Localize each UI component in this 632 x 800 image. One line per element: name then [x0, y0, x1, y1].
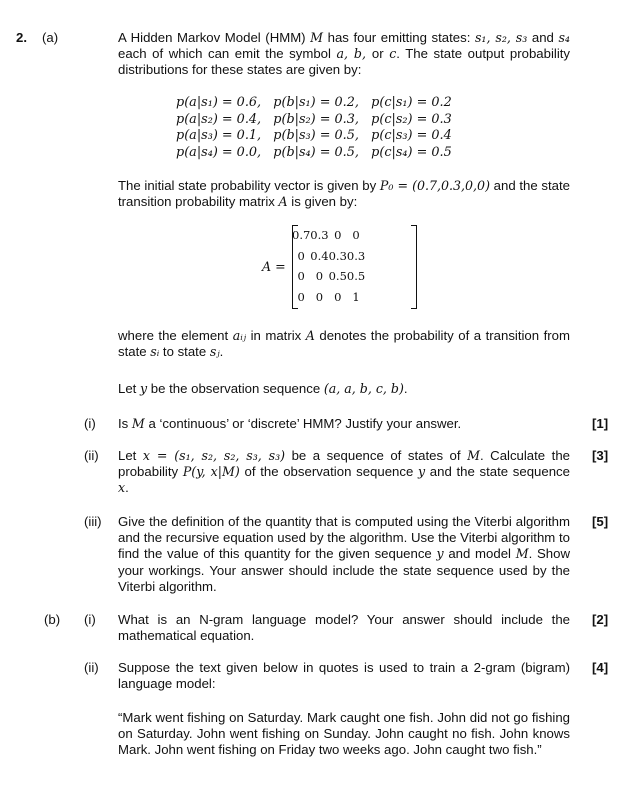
initial-text: is given by: — [287, 194, 358, 210]
question-iii-text — [118, 514, 570, 595]
where-text: to state — [159, 344, 210, 360]
question-text: Let — [118, 448, 143, 463]
state-symbols: s₁, s₂, s₃ — [474, 30, 528, 45]
model-symbol: M — [515, 546, 529, 562]
matrix-row — [292, 246, 365, 267]
question-i-text — [118, 416, 570, 432]
question-text: of the observation sequence — [239, 464, 418, 480]
observation-sequence: (a, a, b, c, b) — [323, 381, 404, 396]
where-text: where the element — [118, 328, 233, 343]
state-sequence: x = (s₁, s₂, s₂, s₃, s₃) — [142, 448, 286, 463]
output-probability-row: p(a|s₄) = 0.0, p(b|s₄) = 0.5, p(c|s₄) = 0.5 — [176, 144, 452, 160]
model-symbol: M — [310, 30, 324, 45]
matrix-cell: 0 — [334, 228, 342, 243]
output-probability-row: p(a|s₁) = 0.6, p(b|s₁) = 0.2, p(c|s₁) = 0.2 — [176, 95, 452, 110]
matrix-symbol: A — [278, 194, 288, 210]
question-text: a ‘continuous’ or ‘discrete’ HMM? Justify your answer. — [144, 416, 462, 431]
question-b-ii-text: Suppose the text given below in quotes is used to train a 2-gram (bigram) language model: — [118, 660, 570, 692]
output-probability-row: p(a|s₂) = 0.4, p(b|s₂) = 0.3, p(c|s₂) = 0.3 — [176, 111, 452, 127]
question-text: be a sequence of states of — [285, 448, 468, 463]
observation-symbol: y — [417, 464, 426, 480]
observation-symbol: y — [140, 381, 148, 396]
question-text: and model — [443, 546, 516, 562]
intro-text: each of which can emit the symbol — [118, 46, 337, 62]
matrix-definition-paragraph — [118, 328, 570, 360]
matrix-cell: 0.3 — [346, 248, 366, 263]
part-b-label: (b) — [44, 612, 61, 627]
subpart-label: (i) — [84, 416, 96, 431]
matrix-cell: 0 — [315, 289, 324, 304]
state-symbol: sᵢ — [150, 344, 160, 360]
let-text: Let — [118, 381, 140, 396]
question-number: 2. — [16, 30, 27, 45]
marks-badge: [5] — [592, 514, 609, 529]
marks-badge: [1] — [592, 416, 609, 431]
matrix-label: A = — [262, 259, 286, 274]
observation-symbol: y — [436, 546, 444, 562]
subpart-label: (i) — [84, 612, 96, 627]
state-symbol: sⱼ — [209, 344, 220, 360]
subpart-label: (iii) — [84, 514, 102, 529]
intro-text: and — [527, 30, 559, 45]
intro-text: has four emitting states: — [323, 30, 475, 45]
matrix-cell: 0.5 — [328, 269, 347, 284]
probability-expression: P(y, x|M) — [182, 464, 240, 480]
let-text: . — [403, 381, 408, 396]
question-ii-text — [118, 448, 570, 497]
matrix-cell: 0.5 — [346, 269, 366, 284]
part-a-label: (a) — [42, 30, 59, 45]
marks-badge: [3] — [592, 448, 609, 463]
state-sequence-symbol: x — [118, 480, 126, 496]
question-text: . Calculate the probability — [118, 448, 570, 480]
intro-text: A Hidden Markov Model (HMM) — [118, 30, 311, 45]
matrix-cell: 0 — [334, 289, 342, 304]
matrix-cell: 0 — [352, 228, 360, 243]
where-text: . — [219, 344, 224, 360]
where-text: in matrix — [246, 328, 306, 343]
matrix-table — [292, 225, 365, 307]
intro-text: or — [371, 46, 390, 62]
output-probability-row: p(a|s₃) = 0.1, p(b|s₃) = 0.5, p(c|s₃) = 0.4 — [176, 128, 452, 143]
question-b-i-text: What is an N-gram language model? Your answer should include the mathematical equation. — [118, 612, 570, 644]
subpart-label: (ii) — [84, 660, 99, 675]
model-symbol: M — [131, 416, 145, 431]
matrix-cell: 0.4 — [310, 248, 329, 263]
marks-badge: [2] — [592, 612, 609, 627]
intro-paragraph — [118, 30, 570, 79]
question-text: and the state sequence — [425, 464, 570, 480]
matrix-cell: 0 — [297, 248, 305, 263]
emission-symbols: a, b, — [336, 46, 372, 62]
observation-paragraph — [118, 381, 570, 397]
where-text: denotes the probability of a transition from state — [118, 328, 570, 360]
matrix-row — [292, 287, 365, 308]
matrix-cell: 0 — [315, 269, 324, 284]
initial-vector: P₀ = (0.7,0.3,0,0) — [379, 178, 490, 193]
question-text: . Show your workings. Your answer should include the state sequence used by the Viterbi algorithm. — [118, 546, 570, 594]
question-text: Give the definition of the quantity that is computed using the Viterbi algorithm and the recursive equation used by the algorithm. Use the Viterbi algorithm to find the value of this quantity for the given sequence — [118, 514, 570, 562]
marks-badge: [4] — [592, 660, 609, 675]
intro-text: . The state output probability distributions for these states are given by: — [118, 46, 571, 78]
model-symbol: M — [467, 448, 480, 463]
matrix-cell: 0.7 — [292, 228, 311, 243]
matrix-row — [292, 225, 365, 246]
matrix-right-bracket — [411, 225, 417, 309]
matrix-cell: 0.3 — [310, 228, 329, 243]
emission-symbol: c — [389, 46, 397, 62]
matrix-cell: 0.3 — [328, 248, 347, 263]
training-text-quote: “Mark went fishing on Saturday. Mark caught one fish. John did not go fishing on Saturday. John went fishing on Sunday. John caught no fish. John knows Mark. John went fishing on Friday two weeks ago. John caught two fish.” — [118, 710, 570, 758]
initial-text: and the state transition probability matrix — [118, 178, 570, 210]
let-text: be the observation sequence — [147, 381, 324, 396]
matrix-row — [292, 266, 365, 287]
matrix-symbol: A — [305, 328, 315, 343]
matrix-cell: 0 — [297, 269, 305, 284]
element-symbol: aᵢⱼ — [232, 328, 247, 343]
matrix-cell: 1 — [352, 289, 360, 304]
matrix-cell: 0 — [297, 289, 305, 304]
subpart-label: (ii) — [84, 448, 99, 463]
initial-state-paragraph — [118, 178, 570, 210]
question-text: . — [125, 480, 129, 496]
state-symbol: s₄ — [558, 30, 570, 45]
initial-text: The initial state probability vector is given by — [118, 178, 380, 193]
question-text: Is — [118, 416, 132, 431]
